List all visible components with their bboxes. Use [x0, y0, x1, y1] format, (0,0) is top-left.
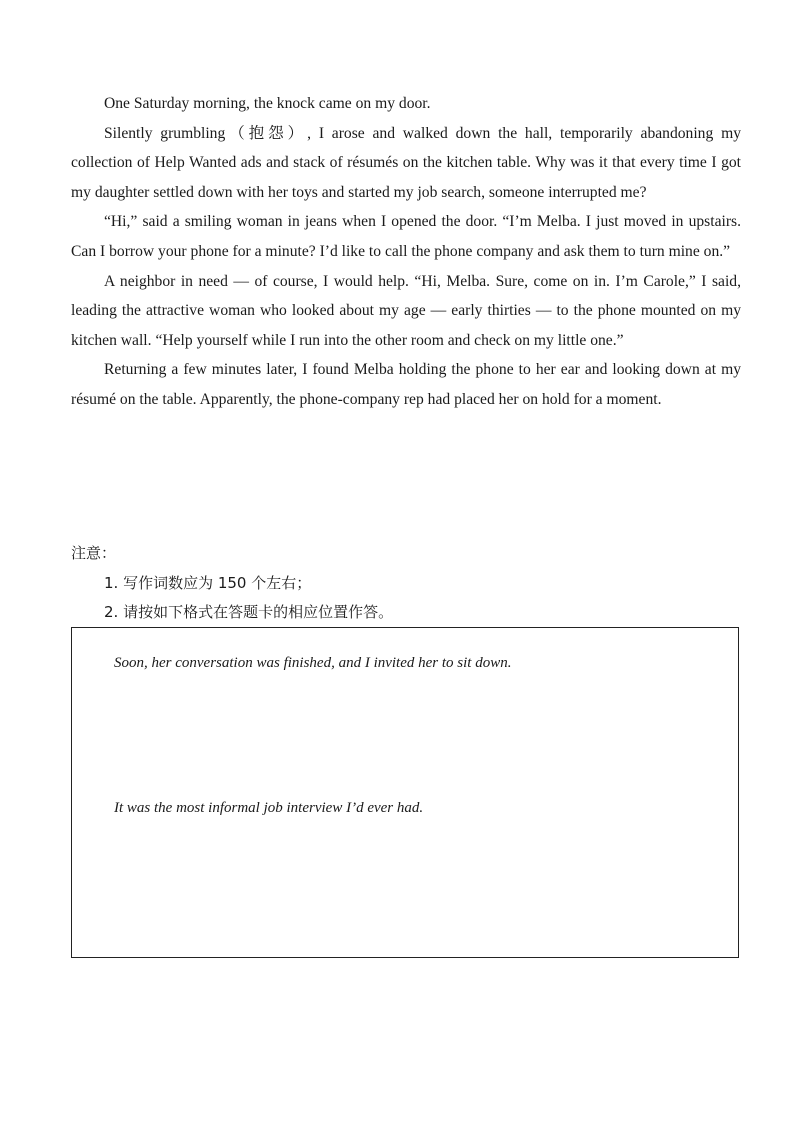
passage-paragraph-2: Silently grumbling（抱怨）, I arose and walked down the hall, temporarily abandoning my collection of Help Wanted ads and stack of résumés on the kitchen table. Why was it that every time I got my daughter settled down with her toys and started my job search, someone interrupted me? [71, 124, 741, 201]
instructions-notes [71, 539, 741, 628]
passage-paragraph-5: Returning a few minutes later, I found Melba holding the phone to her ear and looking down at my résumé on the table. Apparently, the phone-company rep had placed her on hold for a moment. [71, 361, 741, 408]
passage-paragraph-3: “Hi,” said a smiling woman in jeans when I opened the door. “I’m Melba. I just moved in upstairs. Can I borrow your phone for a minute? I’d like to call the phone company and ask them to turn mine on.” [71, 213, 741, 260]
note-item-format: 2. 请按如下格式在答题卡的相应位置作答。 [104, 603, 394, 621]
answer-box [71, 627, 739, 958]
answer-paragraph-1-opening: Soon, her conversation was finished, and I invited her to sit down. [114, 655, 512, 671]
answer-paragraph-2-opening: It was the most informal job interview I’d ever had. [114, 800, 424, 816]
story-passage [71, 89, 741, 415]
notes-heading: 注意： [71, 544, 117, 562]
passage-paragraph-4: A neighbor in need — of course, I would help. “Hi, Melba. Sure, come on in. I’m Carole,” I said, leading the attractive woman who looked about my age — early thirties — to the phone mounted on my kitchen wall. “Help yourself while I run into the other room and check on my little one.” [71, 272, 741, 349]
note-item-word-count: 1. 写作词数应为 150 个左右； [104, 573, 312, 592]
passage-paragraph-1: One Saturday morning, the knock came on my door. [104, 95, 431, 112]
